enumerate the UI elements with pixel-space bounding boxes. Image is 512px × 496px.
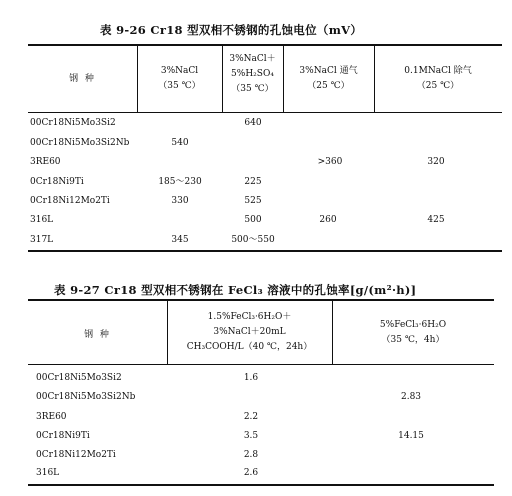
table1-cell: 540	[171, 138, 189, 148]
table2-cell: 2.8	[243, 450, 259, 460]
table1-col-header: 3%NaCl 通气 （25 ℃）	[299, 66, 358, 91]
table2-col-header: 1.5%FeCl₃·6H₂O＋ 3%NaCl＋20mL CH₃COOH/L（40 ℃，24h）	[186, 312, 313, 352]
table1-cell: 525	[244, 196, 262, 206]
table1-top-rule	[28, 44, 502, 46]
table2-header-rule	[28, 364, 494, 365]
table1-cell: 345	[171, 235, 189, 245]
table1-col-header: 3%NaCl （35 ℃）	[158, 66, 201, 91]
table1-cell: 260	[319, 215, 337, 225]
table2-row-steel: 00Cr18Ni5Mo3Si2Nb	[36, 392, 136, 402]
table1-cell: 640	[244, 118, 262, 128]
table1-row-steel: 3RE60	[30, 157, 61, 167]
table2-row-steel: 0Cr18Ni9Ti	[36, 431, 90, 441]
table1-row-steel: 316L	[30, 215, 54, 225]
table1-col-header: 0.1MNaCl 除气 （25 ℃）	[404, 66, 472, 91]
table2-cell: 3.5	[243, 431, 259, 441]
table2-cell: 2.83	[400, 392, 422, 402]
table1-cell: 425	[427, 215, 445, 225]
table1-row-steel: 0Cr18Ni12Mo2Ti	[30, 196, 110, 206]
table2-row-steel: 3RE60	[36, 412, 67, 422]
table1-row-steel: 0Cr18Ni9Ti	[30, 177, 84, 187]
table1-col-header: 3%NaCl＋ 5%H₂SO₄ （35 ℃）	[229, 54, 276, 94]
table2-caption: 表 9-27 Cr18 型双相不锈钢在 FeCl₃ 溶液中的孔蚀率[g/(m²·h)]	[54, 283, 417, 297]
table1-cell: 320	[427, 157, 445, 167]
table2-bottom-rule	[28, 484, 494, 486]
table2-cell: 2.2	[243, 412, 259, 422]
table2-cell: 1.6	[243, 373, 259, 383]
table2-top-rule	[28, 299, 494, 301]
table1-bottom-rule	[28, 250, 502, 252]
table1-cell: 185～230	[158, 177, 202, 187]
table1-header-rule	[28, 112, 502, 113]
table1-cell: 225	[244, 177, 262, 187]
table1-row-steel: 00Cr18Ni5Mo3Si2	[30, 118, 116, 128]
table2-row-steel: 00Cr18Ni5Mo3Si2	[36, 373, 122, 383]
table2-row-steel: 0Cr18Ni12Mo2Ti	[36, 450, 116, 460]
table1-row-steel: 00Cr18Ni5Mo3Si2Nb	[30, 138, 130, 148]
table2-row-steel: 316L	[36, 468, 60, 478]
table2-col-header: 5%FeCl₃·6H₂O （35 ℃，4h）	[379, 320, 447, 345]
table1-stub-header: 钢 种	[69, 74, 96, 84]
table2-stub-header: 钢 种	[84, 330, 111, 340]
table1-cell: >360	[317, 157, 343, 167]
table1-cell: 500～550	[231, 235, 275, 245]
table1-cell: 330	[171, 196, 189, 206]
table1-caption: 表 9-26 Cr18 型双相不锈钢的孔蚀电位（mV）	[100, 23, 363, 37]
table1-cell: 500	[244, 215, 262, 225]
table1-row-steel: 317L	[30, 235, 54, 245]
table2-cell: 2.6	[243, 468, 259, 478]
table2-cell: 14.15	[398, 431, 424, 441]
